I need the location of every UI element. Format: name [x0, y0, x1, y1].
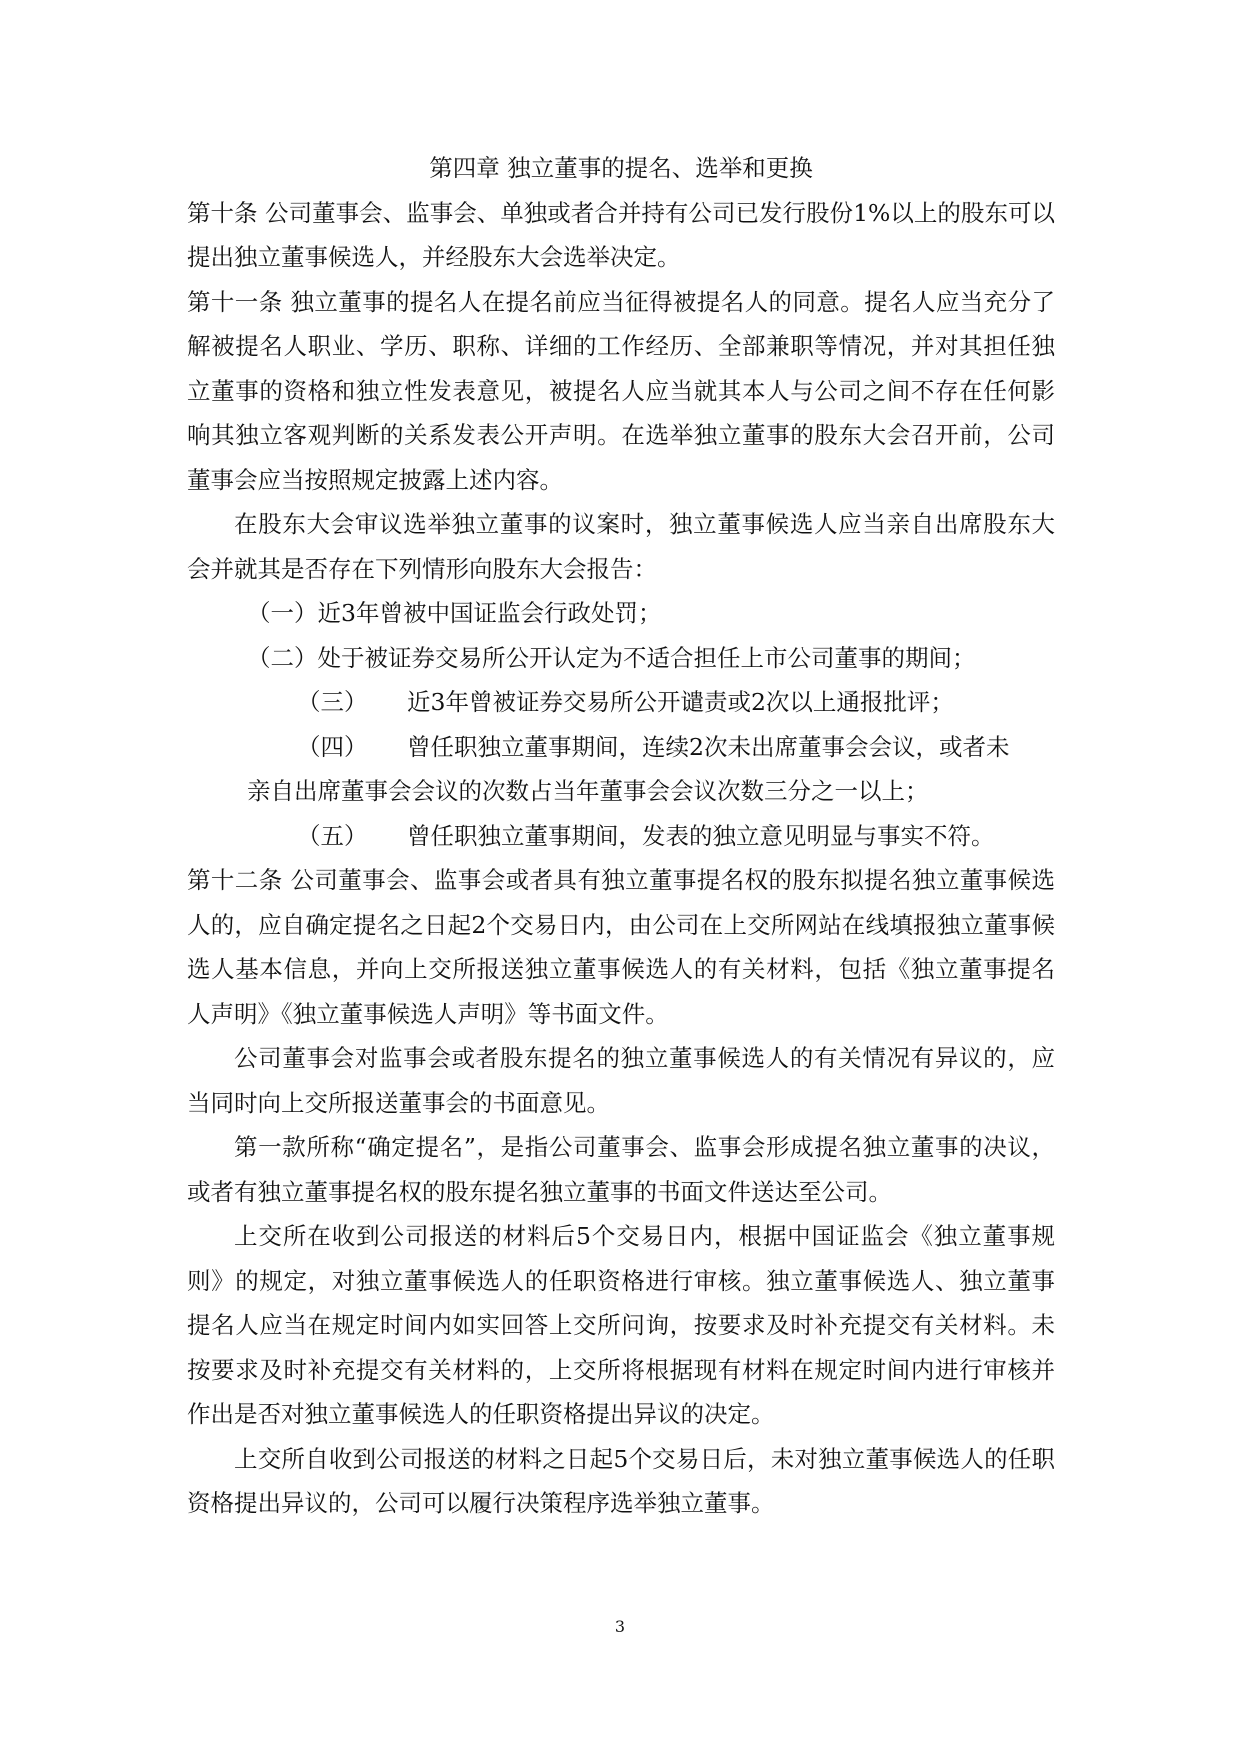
article-12-paragraph-3: 第一款所称“确定提名”，是指公司董事会、监事会形成提名独立董事的决议，或者有独立董事提名权的股东提名独立董事的书面文件送达至公司。 [187, 1133, 1055, 1206]
list-item-4-text: 曾任职独立董事期间，连续2次未出席董事会会议，或者未 [407, 732, 1010, 761]
list-item-1: （一）近3年曾被中国证监会行政处罚； [247, 599, 662, 627]
article-12-paragraph-5: 上交所自收到公司报送的材料之日起5个交易日后，未对独立董事候选人的任职资格提出异议的，公司可以履行决策程序选举独立董事。 [187, 1444, 1055, 1517]
list-item-4-continuation: 亲自出席董事会会议的次数占当年董事会会议次数三分之一以上； [247, 777, 929, 805]
chapter-title: 第四章 独立董事的提名、选举和更换 [429, 154, 813, 182]
list-item-3 [187, 680, 1055, 725]
list-item-5-label: （五） [297, 821, 368, 850]
article-11: 第十一条 独立董事的提名人在提名前应当征得被提名人的同意。提名人应当充分了解被提名人职业、学历、职称、详细的工作经历、全部兼职等情况，并对其担任独立董事的资格和独立性发表意见，被提名人应当就其本人与公司之间不存在任何影响其独立客观判断的关系发表公开声明。在选举独立董事的股东大会召开前，公司董事会应当按照规定披露上述内容。 [187, 287, 1055, 494]
article-12: 第十二条 公司董事会、监事会或者具有独立董事提名权的股东拟提名独立董事候选人的，应自确定提名之日起2个交易日内，由公司在上交所网站在线填报独立董事候选人基本信息，并向上交所报送独立董事候选人的有关材料，包括《独立董事提名人声明》《独立董事候选人声明》等书面文件。 [187, 866, 1055, 1028]
list-item-3-text: 近3年曾被证券交易所公开谴责或2次以上通报批评； [407, 688, 954, 716]
article-10: 第十条 公司董事会、监事会、单独或者合并持有公司已发行股份1%以上的股东可以提出独立董事候选人，并经股东大会选举决定。 [187, 198, 1055, 271]
article-12-paragraph-4: 上交所在收到公司报送的材料后5个交易日内，根据中国证监会《独立董事规则》的规定，对独立董事候选人的任职资格进行审核。独立董事候选人、独立董事提名人应当在规定时间内如实回答上交所问询，按要求及时补充提交有关材料。未按要求及时补充提交有关材料的，上交所将根据现有材料在规定时间内进行审核并作出是否对独立董事候选人的任职资格提出异议的决定。 [187, 1222, 1055, 1428]
list-item-3-label: （三） [297, 688, 368, 716]
page-number: 3 [614, 1617, 626, 1636]
list-item-5-text: 曾任职独立董事期间，发表的独立意见明显与事实不符。 [407, 821, 995, 850]
article-11-paragraph-2: 在股东大会审议选举独立董事的议案时，独立董事候选人应当亲自出席股东大会并就其是否存在下列情形向股东大会报告： [187, 510, 1055, 583]
list-item-2: （二）处于被证券交易所公开认定为不适合担任上市公司董事的期间； [247, 643, 976, 672]
list-item-4-label: （四） [297, 732, 368, 761]
list-item-5 [187, 814, 1055, 859]
article-12-paragraph-2: 公司董事会对监事会或者股东提名的独立董事候选人的有关情况有异议的，应当同时向上交所报送董事会的书面意见。 [187, 1044, 1055, 1117]
document-body [187, 146, 1055, 1526]
list-item-4 [187, 725, 1055, 770]
